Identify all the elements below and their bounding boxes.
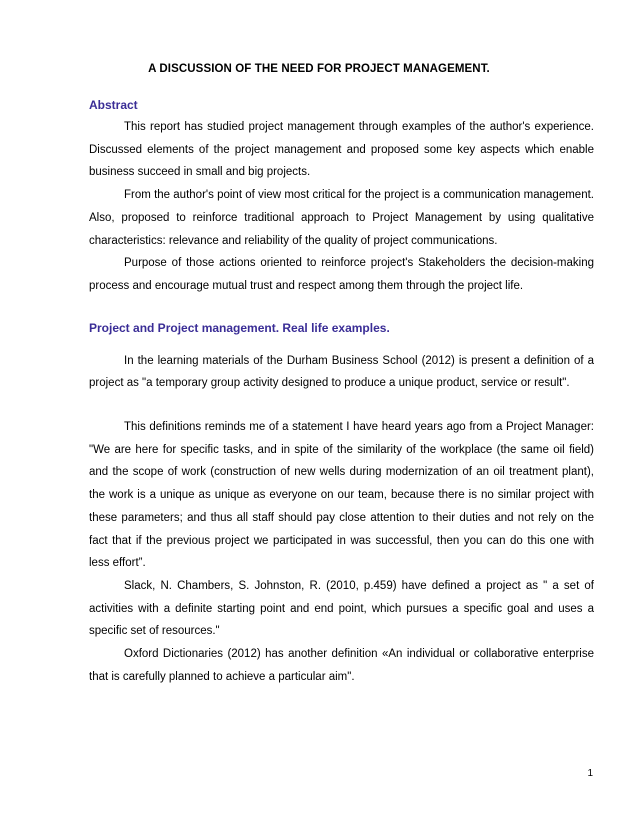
document-title: A DISCUSSION OF THE NEED FOR PROJECT MANAGEMENT. <box>148 63 490 75</box>
document-body <box>89 96 594 688</box>
page-number: 1 <box>587 768 593 779</box>
abstract-paragraph: From the author's point of view most critical for the project is a communication management. Also, proposed to reinforce traditional approach to Project Management by using qualitative characteristics: relevance and reliability of the quality of project communications. <box>89 189 594 247</box>
abstract-paragraph: This report has studied project management through examples of the author's experience. Discussed elements of the project management and proposed some key aspects which enable business succeed in small and big projects. <box>89 121 594 179</box>
section-paragraph: This definitions reminds me of a statement I have heard years ago from a Project Manager: "We are here for specific tasks, and in spite of the similarity of the workplace (the same oil field) and the scope of work (construction of new wells during modernization of an oil treatment plant), the work is a unique as unique as everyone on our team, because there is no similar project with these parameters; and thus all staff should pay close attention to their duties and not rely on the fact that if the previous project we participated in was successful, then you can do this one with less effort”. <box>89 421 594 570</box>
abstract-heading: Abstract <box>89 98 138 112</box>
section-paragraph: In the learning materials of the Durham Business School (2012) is present a definition of a project as "a temporary group activity designed to produce a unique product, service or result". <box>89 354 594 390</box>
abstract-paragraph: Purpose of those actions oriented to reinforce project's Stakeholders the decision-making process and encourage mutual trust and respect among them through the project life. <box>89 257 594 292</box>
section-heading: Project and Project management. Real life examples. <box>89 320 390 335</box>
section-paragraph: Slack, N. Chambers, S. Johnston, R. (2010, p.459) have defined a project as " a set of activities with a definite starting point and end point, which pursues a specific goal and uses a specific set of resources." <box>89 579 594 638</box>
section-paragraph: Oxford Dictionaries (2012) has another definition «An individual or collaborative enterprise that is carefully planned to achieve a particular aim". <box>89 648 594 683</box>
